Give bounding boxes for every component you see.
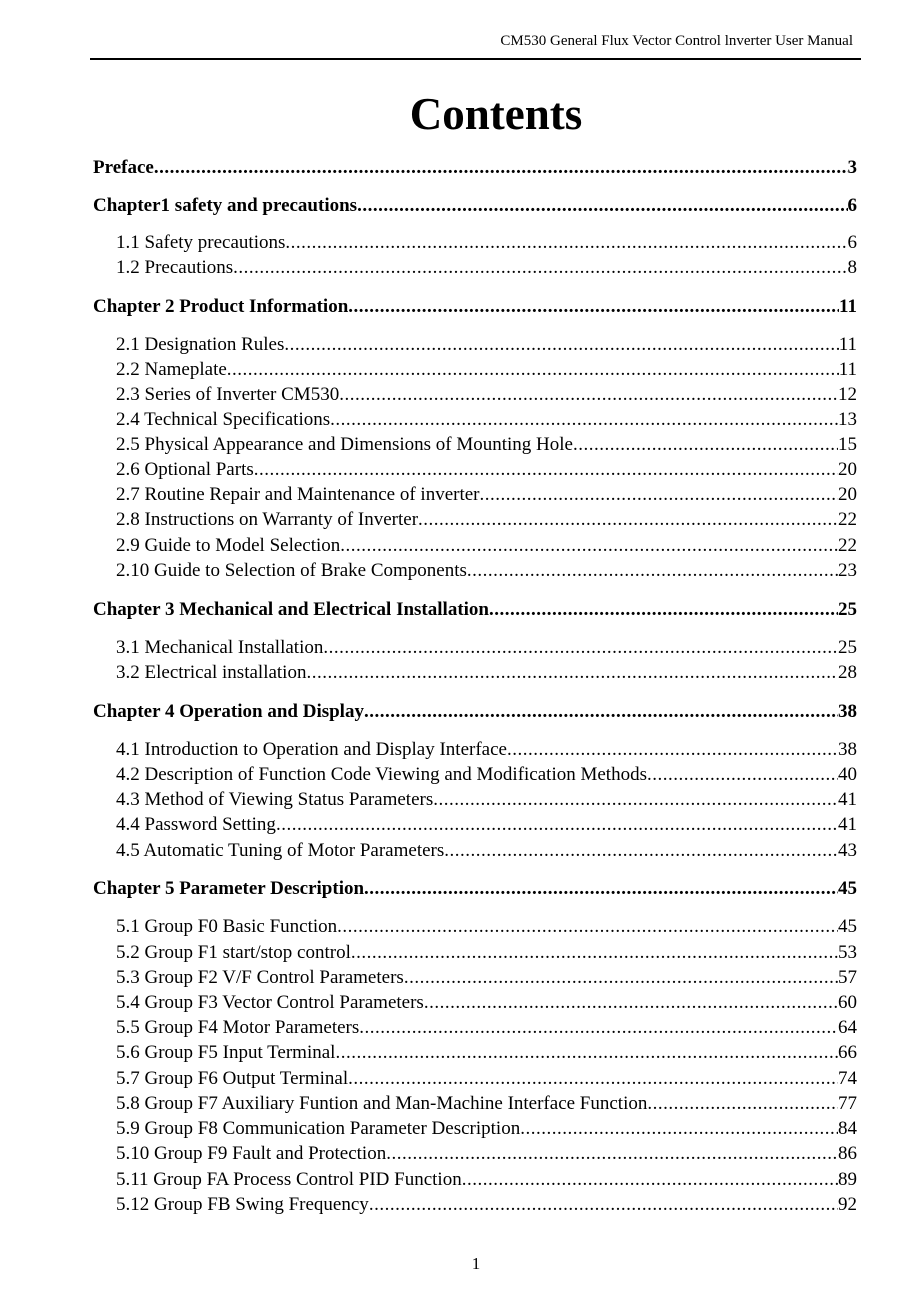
toc-entry-title: Chapter 5 Parameter Description [93,878,365,899]
toc-entry-page-number: 38 [838,701,857,722]
dot-leader [348,294,839,319]
toc-section-entry[interactable] [93,1192,857,1217]
toc-section-entry[interactable] [93,407,857,432]
dot-leader [489,597,838,622]
toc-entry-page-number: 22 [838,509,857,530]
toc-entry-page-number: 8 [847,257,857,278]
toc-entry-page-number: 11 [839,296,857,317]
dot-leader [359,1015,838,1040]
toc-entry-page-number: 28 [838,662,857,683]
dot-leader [467,558,838,583]
toc-entry-title: 1.1 Safety precautions [116,232,286,253]
toc-section-entry[interactable] [93,1040,857,1065]
toc-entry-title: 4.2 Description of Function Code Viewing and Modification Methods [116,764,647,785]
toc-entry-title: 5.1 Group F0 Basic Function [116,916,338,937]
toc-entry-title: 2.7 Routine Repair and Maintenance of inverter [116,484,480,505]
toc-section-entry[interactable] [93,812,857,837]
dot-leader [462,1167,838,1192]
dot-leader [647,1091,838,1116]
toc-section-entry[interactable] [93,357,857,382]
toc-section-entry[interactable] [93,482,857,507]
dot-leader [337,914,838,939]
dot-leader [227,357,839,382]
toc-section-entry[interactable] [93,965,857,990]
toc-chapter-entry[interactable] [93,294,857,319]
toc-entry-page-number: 77 [838,1093,857,1114]
toc-entry-title: 2.9 Guide to Model Selection [116,535,341,556]
toc-entry-title: 2.4 Technical Specifications [116,409,331,430]
toc-section-entry[interactable] [93,255,857,280]
toc-entry-page-number: 66 [838,1042,857,1063]
dot-leader [285,230,847,255]
toc-chapter-entry[interactable] [93,597,857,622]
toc-entry-title: 2.2 Nameplate [116,359,227,380]
toc-entry-title: Preface [93,157,154,178]
toc-section-entry[interactable] [93,507,857,532]
toc-entry-page-number: 64 [838,1017,857,1038]
toc-section-entry[interactable] [93,838,857,863]
dot-leader [335,1040,838,1065]
toc-entry-page-number: 45 [838,916,857,937]
toc-entry-page-number: 74 [838,1068,857,1089]
dot-leader [647,762,838,787]
toc-entry-page-number: 43 [838,840,857,861]
dot-leader [480,482,838,507]
toc-section-entry[interactable] [93,990,857,1015]
toc-entry-title: Chapter 2 Product Information [93,296,349,317]
toc-entry-page-number: 13 [838,409,857,430]
toc-entry-title: 5.3 Group F2 V/F Control Parameters [116,967,404,988]
toc-entry-title: 5.9 Group F8 Communication Parameter Description [116,1118,521,1139]
dot-leader [404,965,838,990]
toc-entry-page-number: 20 [838,459,857,480]
dot-leader [369,1192,838,1217]
toc-section-entry[interactable] [93,533,857,558]
toc-entry-title: 5.6 Group F5 Input Terminal [116,1042,336,1063]
toc-entry-title: 5.2 Group F1 start/stop control [116,942,351,963]
dot-leader [364,699,838,724]
toc-section-entry[interactable] [93,1141,857,1166]
toc-entry-title: 4.1 Introduction to Operation and Display Interface [116,739,507,760]
running-header [90,0,861,60]
toc-entry-page-number: 6 [847,232,857,253]
toc-entry-page-number: 92 [838,1194,857,1215]
toc-entry-page-number: 86 [838,1143,857,1164]
dot-leader [444,838,838,863]
toc-section-entry[interactable] [93,230,857,255]
dot-leader [357,193,847,218]
toc-section-entry[interactable] [93,737,857,762]
toc-entry-title: 5.11 Group FA Process Control PID Function [116,1169,462,1190]
toc-entry-page-number: 11 [838,334,857,355]
toc-entry-title: 5.10 Group F9 Fault and Protection [116,1143,387,1164]
toc-entry-page-number: 22 [838,535,857,556]
page-number: 1 [471,1254,481,1273]
toc-entry-title: 4.5 Automatic Tuning of Motor Parameters [116,840,445,861]
toc-entry-page-number: 41 [838,789,857,810]
toc-section-entry[interactable] [93,382,857,407]
toc-chapter-entry[interactable] [93,193,857,218]
toc-entry-title: 2.10 Guide to Selection of Brake Components [116,560,467,581]
toc-entry-title: 3.1 Mechanical Installation [116,637,324,658]
toc-entry-title: 4.4 Password Setting [116,814,276,835]
toc-entry-page-number: 20 [838,484,857,505]
toc-entry-page-number: 25 [838,599,857,620]
dot-leader [330,407,838,432]
toc-entry-title: 2.5 Physical Appearance and Dimensions of Mounting Hole [116,434,573,455]
toc-section-entry[interactable] [93,1167,857,1192]
toc-chapter-entry[interactable] [93,876,857,901]
dot-leader [339,382,838,407]
toc-entry-page-number: 40 [838,764,857,785]
toc-section-entry[interactable] [93,787,857,812]
toc-entry-title: Chapter 4 Operation and Display [93,701,364,722]
dot-leader [351,940,838,965]
toc-entry-page-number: 12 [838,384,857,405]
dot-leader [340,533,838,558]
toc-entry-page-number: 23 [838,560,857,581]
dot-leader [418,507,838,532]
toc-entry-title: 5.8 Group F7 Auxiliary Funtion and Man-Machine Interface Function [116,1093,648,1114]
toc-entry-page-number: 3 [847,157,857,178]
dot-leader [386,1141,838,1166]
toc-chapter-entry[interactable] [93,155,857,180]
page-title: Contents [409,89,583,139]
toc-entry-title: Chapter 3 Mechanical and Electrical Installation [93,599,489,620]
dot-leader [520,1116,838,1141]
toc-section-entry[interactable] [93,635,857,660]
toc-section-entry[interactable] [93,762,857,787]
toc-entry-title: 2.3 Series of Inverter CM530 [116,384,340,405]
toc-entry-title: 4.3 Method of Viewing Status Parameters [116,789,434,810]
toc-entry-title: Chapter1 safety and precautions [93,195,358,216]
toc-section-entry[interactable] [93,332,857,357]
toc-entry-page-number: 53 [838,942,857,963]
toc-section-entry[interactable] [93,1015,857,1040]
toc-section-entry[interactable] [93,1116,857,1141]
dot-leader [254,457,838,482]
toc-entry-title: 5.5 Group F4 Motor Parameters [116,1017,360,1038]
toc-entry-page-number: 25 [838,637,857,658]
dot-leader [276,812,838,837]
toc-entry-page-number: 11 [838,359,857,380]
toc-entry-page-number: 15 [838,434,857,455]
toc-entry-title: 2.6 Optional Parts [116,459,254,480]
toc-section-entry[interactable] [93,432,857,457]
toc-section-entry[interactable] [93,1066,857,1091]
dot-leader [233,255,847,280]
toc-entry-page-number: 45 [838,878,857,899]
toc-section-entry[interactable] [93,1091,857,1116]
toc-entry-title: 2.8 Instructions on Warranty of Inverter [116,509,419,530]
toc-entry-title: 2.1 Designation Rules [116,334,285,355]
toc-section-entry[interactable] [93,660,857,685]
dot-leader [154,155,848,180]
toc-section-entry[interactable] [93,558,857,583]
toc-entry-page-number: 89 [838,1169,857,1190]
toc-entry-page-number: 60 [838,992,857,1013]
toc-entry-page-number: 57 [838,967,857,988]
dot-leader [433,787,838,812]
toc-entry-page-number: 6 [847,195,857,216]
toc-section-entry[interactable] [93,914,857,939]
dot-leader [306,660,838,685]
toc-entry-title: 5.7 Group F6 Output Terminal [116,1068,349,1089]
toc-entry-page-number: 41 [838,814,857,835]
dot-leader [348,1066,838,1091]
dot-leader [424,990,838,1015]
toc-entry-page-number: 38 [838,739,857,760]
toc-entry-title: 5.4 Group F3 Vector Control Parameters [116,992,424,1013]
toc-section-entry[interactable] [93,940,857,965]
toc-entry-title: 1.2 Precautions [116,257,234,278]
dot-leader [364,876,838,901]
toc-chapter-entry[interactable] [93,699,857,724]
toc-section-entry[interactable] [93,457,857,482]
dot-leader [507,737,838,762]
document-title: CM530 General Flux Vector Control lnverter User Manual [500,33,853,49]
dot-leader [573,432,838,457]
toc-entry-title: 5.12 Group FB Swing Frequency [116,1194,369,1215]
toc-entry-title: 3.2 Electrical installation [116,662,307,683]
dot-leader [284,332,838,357]
dot-leader [323,635,838,660]
toc-entry-page-number: 84 [838,1118,857,1139]
